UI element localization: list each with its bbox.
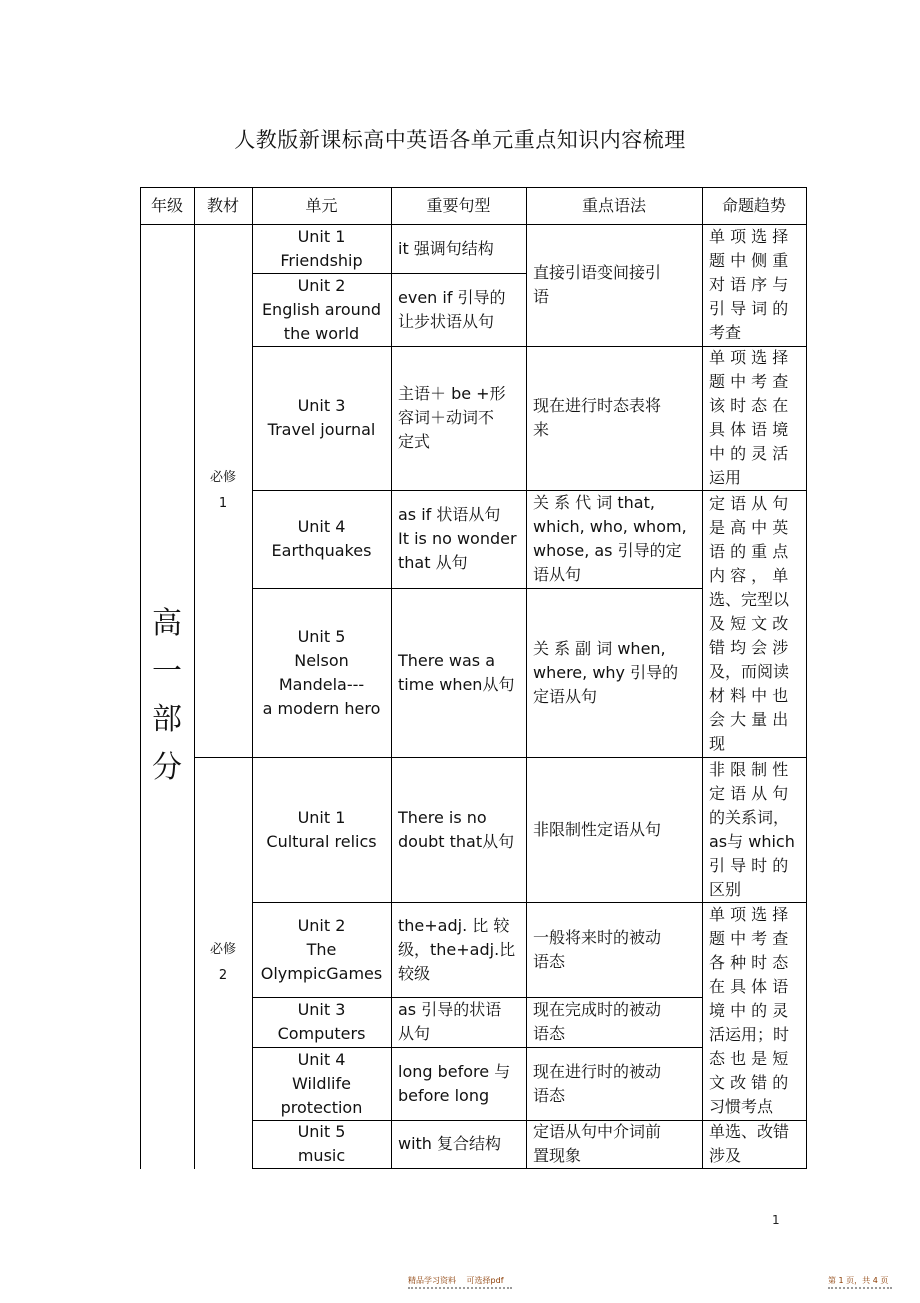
sentence-pattern-cell: [391, 273, 526, 346]
trend-cell-line: 语 的 重 点: [709, 541, 789, 561]
unit-cell-line: Unit 4: [297, 1049, 346, 1069]
unit-cell-line: Unit 5: [297, 1122, 346, 1141]
grammar-cell-line: 语: [533, 287, 550, 306]
unit-cell-line: Friendship: [280, 250, 363, 270]
trend-cell-line: 及 短 文 改: [709, 613, 789, 633]
unit-cell: [252, 1047, 391, 1120]
grammar-cell: [526, 346, 702, 490]
textbook-label: [194, 757, 252, 1168]
trend-cell-line: 现: [709, 733, 726, 753]
grammar-cell: [526, 588, 702, 757]
page-number: 1: [772, 1213, 780, 1227]
unit-cell: [252, 273, 391, 346]
trend-cell: [702, 757, 806, 902]
column-rule: [806, 187, 807, 1169]
sentence-pattern-cell-line: 让步状语从句: [398, 311, 495, 331]
sentence-pattern-cell: [391, 1120, 526, 1168]
sentence-pattern-cell-line: even if 引导的: [398, 287, 506, 307]
unit-cell-line: protection: [280, 1097, 363, 1117]
unit-cell-line: The: [306, 939, 337, 959]
grammar-cell: [526, 224, 702, 346]
footer-dotted-line: [828, 1287, 892, 1291]
trend-cell-line: 考查: [709, 323, 742, 342]
sentence-pattern-cell-line: as if 状语从句: [398, 505, 501, 524]
grammar-cell-line: 置现象: [533, 1146, 582, 1165]
grammar-cell: [526, 490, 702, 588]
sentence-pattern-cell-line: the+adj. 比 较: [398, 915, 510, 935]
column-header: 重要句型: [426, 195, 491, 215]
grammar-cell-line: 语态: [533, 951, 566, 971]
trend-cell-line: 会 大 量 出: [709, 709, 789, 729]
unit-cell: [252, 902, 391, 997]
unit-cell: [252, 997, 391, 1047]
column-header: 教材: [206, 195, 239, 215]
trend-cell: [702, 224, 806, 346]
trend-row-rule: [702, 1168, 807, 1169]
textbook-num: 2: [218, 967, 228, 983]
sentence-pattern-cell-line: 级，the+adj.比: [398, 939, 516, 959]
grammar-cell-line: 定语从句中介词前: [533, 1122, 662, 1141]
trend-cell-line: 单 项 选 择: [709, 348, 789, 367]
sentence-pattern-cell-line: 主语＋ be +形: [398, 384, 506, 403]
textbook-label: [194, 224, 252, 757]
sentence-pattern-cell-line: There was a: [398, 650, 496, 670]
sentence-pattern-cell-line: There is no: [398, 807, 487, 827]
grammar-cell-line: 关 系 副 词 when,: [533, 638, 666, 658]
trend-cell-line: 引 导 词 的: [709, 299, 789, 318]
textbook-name: 必修: [209, 941, 236, 957]
grammar-cell-line: 现在进行时态表将: [533, 396, 662, 415]
trend-cell-line: 题 中 侧 重: [709, 251, 789, 270]
unit-cell-line: the world: [283, 323, 360, 343]
sentence-pattern-cell-line: doubt that从句: [398, 831, 515, 851]
grammar-cell-line: 语态: [533, 1085, 566, 1105]
trend-cell-line: 是 高 中 英: [709, 517, 789, 537]
trend-cell-line: 单选、改错: [709, 1122, 790, 1141]
unit-cell-line: Mandela---: [278, 674, 365, 694]
sentence-pattern-cell: [391, 997, 526, 1047]
trend-cell-line: 习惯考点: [709, 1097, 774, 1116]
trend-cell-line: 对 语 序 与: [709, 275, 789, 294]
trend-cell-line: 具 体 语 境: [709, 420, 789, 439]
unit-row-rule: [252, 1168, 527, 1169]
trend-cell-line: 在 具 体 语: [709, 977, 789, 996]
unit-cell: [252, 224, 391, 273]
column-header: 单元: [305, 195, 338, 215]
unit-cell-line: Unit 1: [297, 226, 346, 246]
trend-cell-line: 及，而阅读: [709, 661, 790, 681]
trend-cell: [702, 1120, 806, 1168]
grammar-cell-line: where, why 引导的: [533, 662, 679, 682]
unit-cell-line: Nelson: [294, 650, 349, 670]
unit-cell: [252, 588, 391, 757]
grammar-cell-line: 现在完成时的被动: [533, 1000, 662, 1019]
grammar-cell-line: 非限制性定语从句: [533, 819, 662, 839]
sentence-pattern-cell: [391, 757, 526, 902]
trend-cell-line: 活运用；时: [709, 1025, 790, 1044]
footer-dotted-line: [408, 1287, 512, 1291]
unit-cell-line: music: [297, 1146, 346, 1165]
grammar-cell: [526, 902, 702, 997]
trend-cell-line: as与 which: [709, 831, 795, 851]
sentence-pattern-cell-line: before long: [398, 1085, 490, 1105]
unit-cell: [252, 757, 391, 902]
trend-cell-line: 的关系词，: [709, 807, 790, 827]
sentence-pattern-cell: [391, 224, 526, 273]
grammar-cell-line: 来: [533, 420, 550, 439]
grammar-cell-line: whose, as 引导的定: [533, 541, 682, 560]
trend-cell-line: 态 也 是 短: [709, 1049, 789, 1068]
grammar-cell-line: 关 系 代 词 that,: [533, 493, 655, 512]
trend-cell-line: 题 中 考 查: [709, 929, 789, 948]
column-header: 重点语法: [581, 195, 646, 215]
grammar-cell-line: 直接引语变间接引: [533, 263, 662, 282]
grammar-cell-line: 定语从句: [533, 686, 598, 706]
trend-cell-line: 错 均 会 涉: [709, 637, 789, 657]
unit-cell-line: a modern hero: [262, 698, 381, 718]
trend-cell-line: 区别: [709, 879, 742, 899]
unit-cell-line: Computers: [277, 1024, 366, 1043]
trend-cell-line: 题 中 考 查: [709, 372, 789, 391]
unit-cell-line: Unit 4: [297, 517, 346, 536]
trend-cell-line: 非 限 制 性: [709, 759, 789, 779]
unit-cell-line: Unit 2: [297, 915, 346, 935]
textbook-num: 1: [218, 495, 228, 511]
trend-cell-line: 材 料 中 也: [709, 685, 789, 705]
sentence-pattern-cell: [391, 1047, 526, 1120]
sentence-pattern-cell-line: 容词＋动词不: [398, 408, 495, 427]
grammar-cell-line: 一般将来时的被动: [533, 927, 662, 947]
unit-cell: [252, 1120, 391, 1168]
trend-cell-line: 运用: [709, 468, 742, 487]
textbook-name: 必修: [209, 469, 236, 485]
grade-char: 分: [152, 750, 182, 785]
grade-label: [140, 600, 194, 792]
sentence-pattern-cell-line: long before 与: [398, 1061, 511, 1081]
unit-cell-line: Travel journal: [267, 420, 376, 439]
unit-cell-line: Unit 1: [297, 807, 346, 827]
sentence-pattern-cell: [391, 588, 526, 757]
trend-cell-line: 中 的 灵 活: [709, 444, 789, 463]
sentence-pattern-cell-line: 较级: [398, 963, 431, 983]
unit-cell-line: OlympicGames: [260, 963, 383, 983]
column-header: 命题趋势: [721, 195, 786, 215]
trend-cell-line: 定 语 从 句: [709, 783, 789, 803]
grammar-cell-line: 语从句: [533, 565, 582, 584]
sentence-pattern-cell-line: with 复合结构: [398, 1134, 502, 1153]
trend-cell: [702, 902, 806, 1120]
sentence-pattern-cell-line: as 引导的状语: [398, 1000, 502, 1019]
page-title: 人教版新课标高中英语各单元重点知识内容梳理: [234, 128, 686, 152]
trend-cell-line: 各 种 时 态: [709, 953, 789, 972]
knowledge-table: [140, 187, 808, 1169]
trend-cell-line: 内 容 ， 单: [709, 565, 789, 585]
unit-cell-line: Unit 3: [297, 396, 346, 415]
grammar-cell: [526, 757, 702, 902]
grammar-cell: [526, 1047, 702, 1120]
trend-cell-line: 定 语 从 句: [709, 493, 789, 513]
footer-left-text: 精品学习资料 可选择pdf: [408, 1276, 504, 1285]
sentence-pattern-cell-line: it 强调句结构: [398, 238, 494, 258]
grammar-cell-line: which, who, whom,: [533, 517, 687, 536]
unit-cell-line: Earthquakes: [271, 541, 372, 560]
footer-page-info: 第 1 页，共 4 页: [828, 1276, 889, 1285]
unit-cell-line: Unit 5: [297, 626, 346, 646]
unit-cell-line: English around: [261, 299, 382, 319]
grade-char: 部: [152, 702, 182, 737]
trend-cell-line: 选、完型以: [709, 589, 790, 609]
grade-char: 高: [152, 606, 182, 641]
sentence-pattern-cell: [391, 902, 526, 997]
trend-cell-line: 该 时 态 在: [709, 396, 789, 415]
sentence-pattern-cell: [391, 346, 526, 490]
grammar-cell: [526, 1120, 702, 1168]
sentence-pattern-cell-line: that 从句: [398, 553, 468, 572]
trend-cell-line: 引 导 时 的: [709, 855, 789, 875]
trend-cell-line: 境 中 的 灵: [709, 1001, 789, 1020]
unit-cell: [252, 490, 391, 588]
unit-cell-line: Wildlife: [292, 1073, 351, 1093]
trend-cell: [702, 346, 806, 490]
trend-cell: [702, 490, 806, 757]
sentence-pattern-cell-line: 定式: [398, 432, 431, 451]
trend-cell-line: 涉及: [709, 1146, 742, 1165]
trend-cell-line: 单 项 选 择: [709, 227, 789, 246]
sentence-pattern-cell: [391, 490, 526, 588]
sentence-pattern-cell-line: time when从句: [398, 674, 515, 694]
grammar-cell: [526, 997, 702, 1047]
grammar-cell-line: 现在进行时的被动: [533, 1061, 662, 1081]
unit-cell-line: Unit 2: [297, 275, 346, 295]
trend-cell-line: 文 改 错 的: [709, 1073, 789, 1092]
unit-cell-line: Unit 3: [297, 1000, 346, 1019]
unit-cell-line: Cultural relics: [266, 831, 377, 851]
unit-cell: [252, 346, 391, 490]
grammar-row-rule: [526, 1168, 703, 1169]
grade-char: 一: [152, 654, 182, 689]
trend-cell-line: 单 项 选 择: [709, 905, 789, 924]
grammar-cell-line: 语态: [533, 1024, 566, 1043]
sentence-pattern-cell-line: It is no wonder: [398, 529, 517, 548]
column-header: 年级: [150, 195, 183, 215]
sentence-pattern-cell-line: 从句: [398, 1024, 431, 1043]
